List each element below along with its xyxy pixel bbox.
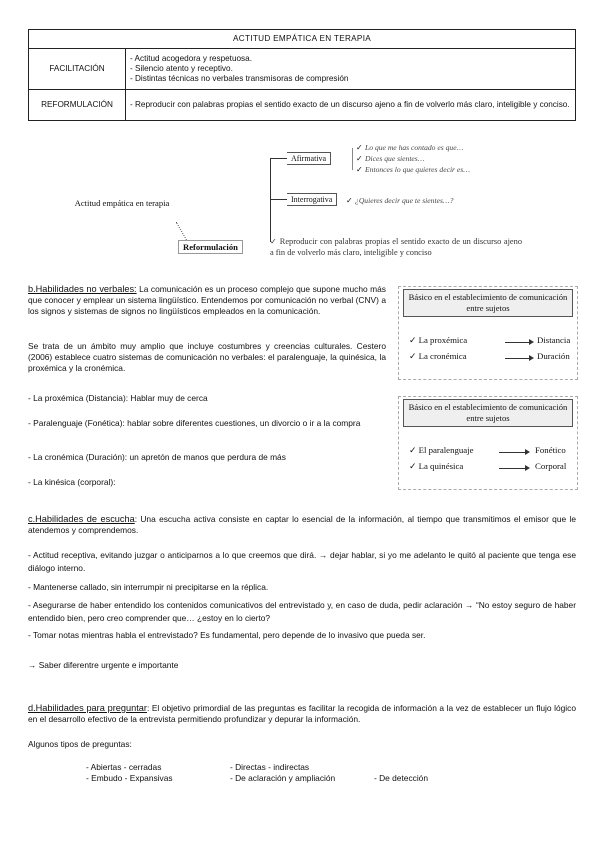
question-type: - De aclaración y ampliación [230, 773, 336, 783]
section-d-intro [28, 703, 576, 725]
interrogativa-item: ¿Quieres decir que te sientes…? [355, 196, 454, 205]
nv-box-1-title: Básico en el establecimiento de comunicación entre sujetos [403, 289, 573, 317]
nv-box-value: Fonético [535, 445, 566, 455]
nv-item: - La kinésica (corporal): [28, 477, 116, 487]
afirmativa-item: Dices que sientes… [365, 154, 425, 163]
row-label-facilitacion: FACILITACIÓN [29, 49, 126, 90]
check-icon: ✓ [409, 445, 417, 455]
empathy-table [28, 29, 576, 121]
arrow-icon [525, 465, 530, 471]
check-icon: ✓ [409, 461, 417, 471]
nv-box-value: Duración [537, 351, 570, 361]
section-c-title: c.Habilidades de escucha [28, 514, 135, 524]
check-icon: ✓ [409, 351, 417, 361]
nv-box-value: Distancia [537, 335, 571, 345]
check-icon: ✓ [356, 165, 363, 174]
arrow-icon [529, 355, 534, 361]
afirmativa-box: Afirmativa [287, 152, 331, 165]
nv-item: - La cronémica (Duración): un apretón de manos que perdura de más [28, 452, 286, 462]
row-content-facilitacion [126, 49, 576, 90]
nv-box-row: ✓ La quinésica [409, 461, 464, 471]
check-icon: ✓ [409, 335, 417, 345]
nv-item: - La proxémica (Distancia): Hablar muy de cerca [28, 393, 208, 403]
section-b-title: b.Habilidades no verbales: [28, 284, 137, 294]
afirmativa-item: Lo que me has contado es que… [365, 143, 464, 152]
diagram-root: Actitud empática en terapia [74, 198, 170, 208]
reform-description [270, 236, 522, 258]
section-c-intro-text: : Una escucha activa consiste en captar lo esencial de la información, al tiempo que transmitimos el emisor que le atendemos y comprendemos. [28, 514, 577, 535]
table-line: - Actitud acogedora y respetuosa. [130, 54, 252, 63]
section-b-para2: Se trata de un ámbito muy amplio que incluye costumbres y creencias culturales. Cestero (2006) establece cuatro sistemas de comunicación no verbales: el paralenguaje, la quinésica, la proxémica y la cronémica. [28, 341, 386, 373]
nv-box-value: Corporal [535, 461, 567, 471]
table-header: ACTITUD EMPÁTICA EN TERAPIA [29, 30, 576, 49]
arrow-line [505, 358, 529, 359]
check-icon: ✓ [356, 143, 363, 152]
section-c-intro [28, 514, 576, 536]
listen-item: - Asegurarse de haber entendido los contenidos comunicativos del entrevistado y, en caso de duda, pedir aclaración → “No estoy seguro de haber entendido bien, pero creo comprender que… ¿estoy en lo cierto? [28, 600, 576, 623]
reform-text: Reproducir con palabras propias el sentido exacto de un discurso ajeno a fin de volverlo más claro, inteligible y conciso [270, 237, 523, 257]
nv-box-2 [398, 396, 578, 490]
row-label-reformulacion: REFORMULACIÓN [29, 90, 126, 121]
section-d-title: d.Habilidades para preguntar [28, 703, 147, 713]
question-type: - Abiertas - cerradas [86, 762, 162, 772]
arrow-icon [525, 449, 530, 455]
nv-box-row: ✓ El paralenguaje [409, 445, 474, 455]
arrow-icon [529, 339, 534, 345]
section-d-intro-text: : El objetivo primordial de las preguntas es facilitar la recogida de información a la vez de establecer un flujo lógico en el desarrollo efectivo de la entrevista permitiendo profundizar y depurar la información. [28, 703, 576, 724]
reformulacion-box: Reformulación [178, 240, 243, 254]
table-line: - Silencio atento y receptivo. [130, 64, 233, 73]
arrow-line [499, 468, 525, 469]
question-type: - Embudo - Expansivas [86, 773, 173, 783]
afirmativa-item: Entonces lo que quieres decir es… [365, 165, 470, 174]
listen-note: → Saber diferentre urgente e importante [28, 660, 179, 670]
table-line: - Distintas técnicas no verbales transmisoras de compresión [130, 74, 349, 83]
nv-box-2-title: Básico en el establecimiento de comunicación entre sujetos [403, 399, 573, 427]
arrow-line [499, 452, 525, 453]
question-type: - De detección [374, 773, 428, 783]
arrow-line [505, 342, 529, 343]
check-icon: ✓ [356, 154, 363, 163]
diagram-line [270, 158, 271, 242]
nv-box-row: ✓ La cronémica [409, 351, 467, 361]
row-content-reformulacion [126, 90, 576, 121]
diagram-line [270, 158, 287, 159]
question-types-title: Algunos tipos de preguntas: [28, 739, 132, 749]
section-b-intro-text: La comunicación es un proceso complejo que supone mucho más que conocer y emplear un sistema lingüístico. Entendemos por comunicación no verbal (CNV) a los signos y sistemas de signos no lingüísticos empleados en la comunicación. [28, 284, 386, 316]
check-icon: ✓ [346, 196, 353, 205]
nv-box-row: ✓ La proxémica [409, 335, 468, 345]
check-icon: ✓ [270, 237, 278, 246]
nv-box-1 [398, 286, 578, 380]
listen-item: - Actitud receptiva, evitando juzgar o anticiparnos a lo que creemos que dirá. → dejar hablar, si yo me adelanto le quitó al paciente que tenga ese diálogo interno. [28, 550, 576, 573]
afirmativa-list [356, 142, 470, 175]
diagram-line [270, 199, 287, 200]
interrogativa-item-row [346, 195, 453, 205]
table-line: - Reproducir con palabras propias el sentido exacto de un discurso ajeno a fin de volverlo más claro, inteligible y conciso. [130, 100, 570, 109]
listen-item: - Mantenerse callado, sin interrumpir ni precipitarse en la réplica. [28, 582, 269, 592]
question-type: - Directas - indirectas [230, 762, 310, 772]
interrogativa-box: Interrogativa [287, 193, 337, 206]
diagram-brace [352, 148, 353, 170]
section-b-intro [28, 284, 386, 317]
listen-item: - Tomar notas mientras habla el entrevistado? Es fundamental, pero depende de lo invasivo que pueda ser. [28, 630, 426, 640]
nv-item: - Paralenguaje (Fonética): hablar sobre diferentes cuestiones, un divorcio o ir a la compra [28, 418, 361, 428]
